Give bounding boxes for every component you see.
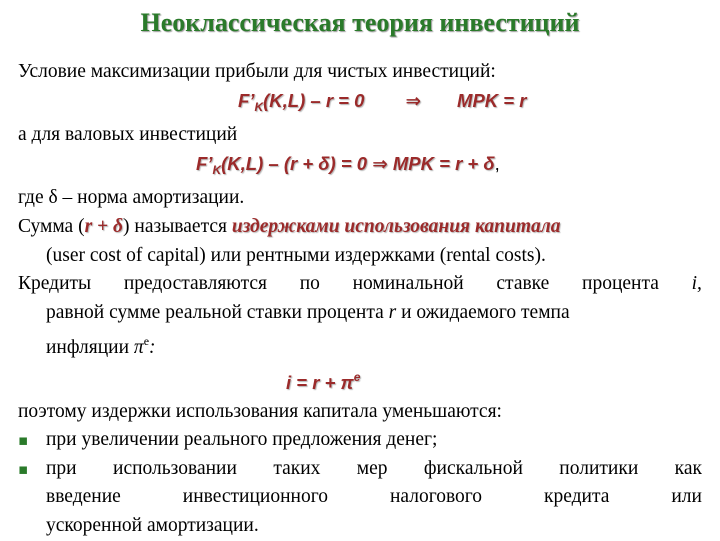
list-item-text: при увеличении реального предложения денег; — [46, 429, 438, 451]
user-cost-sentence — [18, 213, 702, 242]
implies-arrow-icon: ⇒ — [405, 90, 422, 112]
fisher-superscript: e — [353, 369, 361, 384]
gross-investment-intro: а для валовых инвестиций — [18, 124, 238, 146]
list-item — [18, 455, 702, 541]
word: введение — [46, 486, 121, 508]
bullet-icon: ▪ — [18, 431, 29, 450]
page-title: Неоклассическая теория инвестиций — [140, 8, 580, 37]
real-rate-symbol: r — [388, 301, 397, 323]
fisher-equation: i = r + π — [286, 371, 354, 393]
inflation-colon: : — [149, 337, 156, 359]
word: или — [671, 486, 702, 508]
list-item-line1 — [46, 455, 702, 484]
formula-result: MPK = r — [457, 89, 527, 111]
formula-equation: (K,L) – (r + δ) = 0 — [221, 152, 368, 174]
credit-sentence-line2 — [18, 299, 702, 328]
credit-text-a: равной сумме реальной ставки процента — [46, 301, 389, 323]
inflation-symbol: π — [133, 337, 144, 359]
list-item-line3: ускоренной амортизации. — [46, 514, 259, 536]
word: номинальной — [352, 273, 464, 295]
user-cost-decrease: поэтому издержки использования капитала уменьшаются: — [18, 400, 502, 422]
word: при — [46, 457, 77, 479]
user-cost-text-a: Сумма ( — [18, 215, 85, 237]
implies-arrow-icon: ⇒ — [372, 153, 388, 175]
word: кредита — [544, 486, 610, 508]
bullet-icon: ▪ — [18, 459, 29, 478]
list-item-line2 — [46, 483, 702, 512]
credit-text-b: и ожидаемого темпа — [396, 301, 570, 323]
user-cost-term: издержками использования капитала — [231, 215, 561, 237]
formula-gross-investment — [18, 150, 702, 185]
user-cost-sum: r + δ — [84, 215, 124, 237]
formula-comma: , — [494, 152, 500, 174]
formula-result: MPK = r + δ — [392, 152, 495, 174]
user-cost-text-b: ) называется — [123, 215, 232, 237]
credit-sentence-line3 — [18, 327, 702, 363]
word: налогового — [389, 486, 483, 508]
word: мер — [356, 457, 388, 479]
formula-subscript: K — [254, 99, 264, 114]
formula-fisher — [18, 363, 702, 398]
credit-sentence-line1 — [18, 270, 702, 299]
formula-derivative: F’ — [238, 89, 255, 111]
depreciation-definition: где δ – норма амортизации. — [18, 187, 245, 209]
word: фискальной — [423, 457, 523, 479]
formula-derivative: F’ — [196, 152, 213, 174]
word: процента — [582, 273, 659, 295]
slide-body — [18, 58, 702, 541]
word: ставке — [496, 273, 550, 295]
formula-net-investment — [18, 87, 702, 122]
word: использовании — [113, 457, 237, 479]
word: как — [674, 457, 702, 479]
inflation-text: инфляции — [46, 337, 134, 359]
user-cost-english: (user cost of capital) или рентными издержками (rental costs). — [46, 244, 546, 266]
word: Кредиты — [18, 273, 92, 295]
word: таких — [273, 457, 321, 479]
formula-equation: (K,L) – r = 0 — [263, 89, 365, 111]
net-investment-condition: Условие максимизации прибыли для чистых инвестиций: — [18, 61, 496, 82]
word: политики — [559, 457, 639, 479]
word: по — [299, 273, 320, 295]
list-item — [18, 426, 702, 455]
inflation-superscript: e — [143, 334, 150, 349]
formula-subscript: K — [212, 162, 222, 177]
nominal-rate-symbol: i, — [691, 273, 702, 295]
word: инвестиционного — [182, 486, 328, 508]
word: предоставляются — [123, 273, 267, 295]
